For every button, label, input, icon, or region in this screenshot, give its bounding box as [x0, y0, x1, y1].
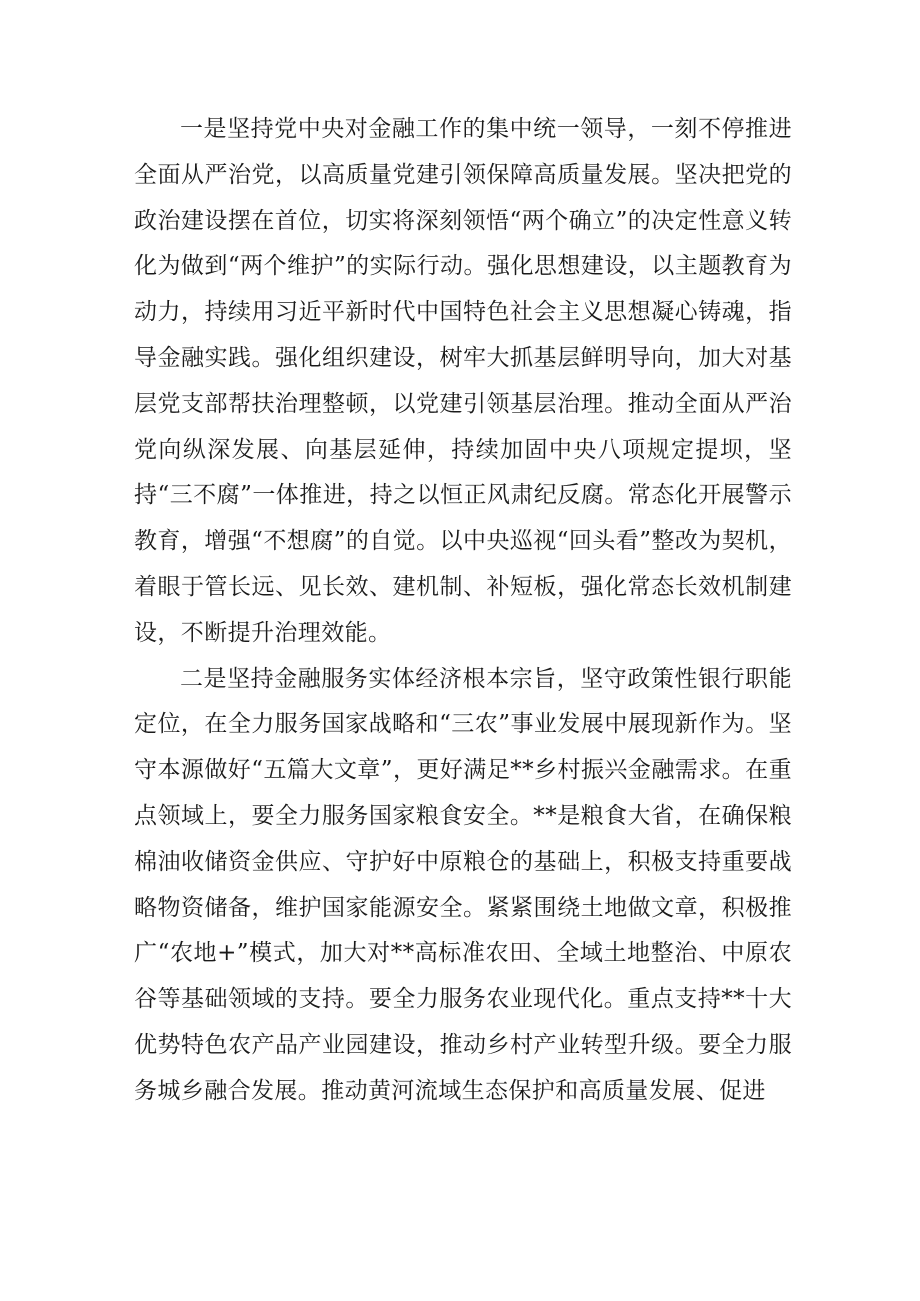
paragraph-2: 二是坚持金融服务实体经济根本宗旨，坚守政策性银行职能定位，在全力服务国家战略和“三农”事业发展中展现新作为。坚守本源做好“五篇大文章”，更好满足**乡村振兴金融需求。在重点领域上，要全力服务国家粮食安全。**是粮食大省，在确保粮棉油收储资金供应、守护好中原粮仓的基础上，积极支持重要战略物资储备，维护国家能源安全。紧紧围绕土地做文章，积极推广“农地+”模式，加大对**高标准农田、全域土地整治、中原农谷等基础领域的支持。要全力服务农业现代化。重点支持**十大优势特色农产品产业园建设，推动乡村产业转型升级。要全力服务城乡融合发展。推动黄河流域生态保护和高质量发展、促进 — [134, 665, 792, 1104]
paragraph-1: 一是坚持党中央对金融工作的集中统一领导，一刻不停推进全面从严治党，以高质量党建引领保障高质量发展。坚决把党的政治建设摆在首位，切实将深刻领悟“两个确立”的决定性意义转化为做到“两个维护”的实际行动。强化思想建设，以主题教育为动力，持续用习近平新时代中国特色社会主义思想凝心铸魂，指导金融实践。强化组织建设，树牢大抓基层鲜明导向，加大对基层党支部帮扶治理整顿，以党建引领基层治理。推动全面从严治党向纵深发展、向基层延伸，持续加固中央八项规定提坝，坚持“三不腐”一体推进，持之以恒正风肃纪反腐。常态化开展警示教育，增强“不想腐”的自觉。以中央巡视“回头看”整改为契机，着眼于管长远、见长效、建机制、补短板，强化常态长效机制建设，不断提升治理效能。 — [134, 116, 792, 646]
document-body — [134, 107, 792, 1115]
